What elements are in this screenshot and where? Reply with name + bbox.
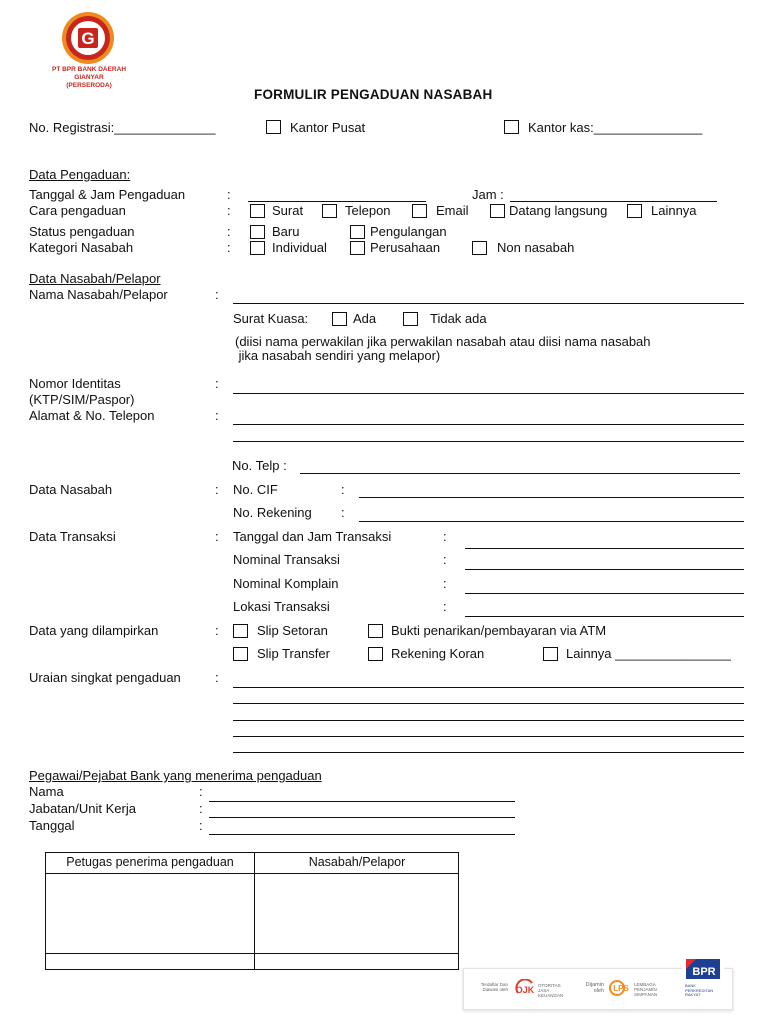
lampiran-lainnya-field[interactable]: Lainnya ________________ [566, 646, 731, 661]
cara-option-label: Datang langsung [509, 203, 608, 218]
note-line-2: jika nasabah sendiri yang melapor) [235, 348, 441, 363]
lampiran-option-label: Slip Setoran [257, 623, 328, 638]
colon: : [215, 376, 219, 391]
table-divider [46, 953, 458, 954]
colon: : [215, 670, 219, 685]
no-telp-label: No. Telp : [232, 458, 287, 473]
alamat-label: Alamat & No. Telepon [29, 408, 155, 423]
uraian-input-line-5[interactable] [233, 752, 744, 753]
nasabah-name-cell[interactable] [256, 955, 458, 969]
pegawai-field-label: Tanggal [29, 818, 75, 833]
cara-email-checkbox[interactable] [412, 204, 427, 218]
pegawai-jabatan-input[interactable] [209, 817, 515, 818]
pegawai-field-label: Jabatan/Unit Kerja [29, 801, 136, 816]
kategori-perusahaan-checkbox[interactable] [350, 241, 365, 255]
alamat-input-line-1[interactable] [233, 424, 744, 425]
no-cif-input[interactable] [359, 497, 744, 498]
pegawai-tanggal-input[interactable] [209, 834, 515, 835]
cara-surat-checkbox[interactable] [250, 204, 265, 218]
colon: : [443, 576, 447, 591]
status-baru-checkbox[interactable] [250, 225, 265, 239]
slip-setoran-checkbox[interactable] [233, 624, 248, 638]
lokasi-transaksi-input[interactable] [465, 616, 744, 617]
transaksi-field-label: Nominal Komplain [233, 576, 339, 591]
svg-text:BPR: BPR [692, 966, 716, 978]
no-registrasi-field[interactable]: No. Registrasi:______________ [29, 120, 216, 135]
cara-telepon-checkbox[interactable] [322, 204, 337, 218]
no-telp-input[interactable] [300, 473, 740, 474]
status-pengulangan-checkbox[interactable] [350, 225, 365, 239]
company-name-line2: (PERSERODA) [66, 82, 112, 89]
transaksi-field-label: Tanggal dan Jam Transaksi [233, 529, 392, 544]
table-divider [254, 853, 255, 969]
colon: : [215, 529, 219, 544]
no-rekening-input[interactable] [359, 521, 744, 522]
nominal-transaksi-input[interactable] [465, 569, 744, 570]
slip-transfer-checkbox[interactable] [233, 647, 248, 661]
uraian-label: Uraian singkat pengaduan [29, 670, 181, 685]
petugas-name-cell[interactable] [48, 955, 252, 969]
petugas-signature-area[interactable] [48, 875, 252, 951]
kantor-kas-field[interactable]: Kantor kas:_______________ [528, 120, 703, 135]
ojk-pretext: Terdaftar Dan Diawasi oleh [480, 982, 508, 992]
colon: : [199, 818, 203, 833]
pegawai-heading: Pegawai/Pejabat Bank yang menerima pengaduan [29, 768, 322, 783]
nasabah-signature-area[interactable] [256, 875, 458, 951]
colon: : [227, 224, 231, 239]
uraian-input-line-1[interactable] [233, 687, 744, 688]
colon: : [215, 408, 219, 423]
colon: : [443, 599, 447, 614]
transaksi-field-label: Nominal Transaksi [233, 552, 340, 567]
uraian-input-line-4[interactable] [233, 736, 744, 737]
kantor-pusat-label: Kantor Pusat [290, 120, 366, 135]
kategori-non-nasabah-checkbox[interactable] [472, 241, 487, 255]
surat-kuasa-label: Surat Kuasa: [233, 311, 309, 326]
cara-option-label: Surat [272, 203, 304, 218]
colon: : [341, 482, 345, 497]
cara-pengaduan-label: Cara pengaduan [29, 203, 126, 218]
kategori-option-label: Individual [272, 240, 327, 255]
data-nasabah-pelapor-heading: Data Nasabah/Pelapor [29, 271, 161, 286]
lampiran-option-label: Slip Transfer [257, 646, 330, 661]
signature-col-nasabah: Nasabah/Pelapor [308, 855, 406, 869]
cara-lainnya-checkbox[interactable] [627, 204, 642, 218]
no-cif-label: No. CIF [233, 482, 278, 497]
company-name [38, 66, 140, 90]
ojk-logo-icon [514, 979, 536, 997]
uraian-input-line-2[interactable] [233, 703, 744, 704]
colon: : [215, 623, 219, 638]
bukti-atm-checkbox[interactable] [368, 624, 383, 638]
lampiran-option-label: Bukti penarikan/pembayaran via ATM [391, 623, 607, 638]
bpr-logo-icon [682, 957, 724, 1009]
kantor-kas-checkbox[interactable] [504, 120, 519, 134]
surat-kuasa-option-label: Ada [353, 311, 377, 326]
svg-text:OJK: OJK [515, 985, 535, 995]
alamat-input-line-2[interactable] [233, 441, 744, 442]
status-option-label: Pengulangan [370, 224, 447, 239]
nomor-identitas-input[interactable] [233, 393, 744, 394]
kategori-option-label: Perusahaan [370, 240, 441, 255]
nomor-identitas-label: Nomor Identitas [29, 376, 121, 391]
kategori-nasabah-label: Kategori Nasabah [29, 240, 134, 255]
tanggal-pengaduan-input[interactable] [248, 201, 426, 202]
cara-option-label: Lainnya [651, 203, 697, 218]
colon: : [227, 240, 231, 255]
colon: : [227, 203, 231, 218]
data-pengaduan-heading: Data Pengaduan: [29, 167, 131, 182]
form-title: FORMULIR PENGADUAN NASABAH [254, 87, 493, 102]
cara-option-label: Email [436, 203, 469, 218]
colon: : [199, 784, 203, 799]
uraian-input-line-3[interactable] [233, 720, 744, 721]
lps-logo-icon [608, 979, 632, 997]
kategori-option-label: Non nasabah [497, 240, 575, 255]
transaksi-field-label: Lokasi Transaksi [233, 599, 330, 614]
data-transaksi-label: Data Transaksi [29, 529, 116, 544]
colon: : [443, 552, 447, 567]
jam-input[interactable] [510, 201, 717, 202]
rekening-koran-checkbox[interactable] [368, 647, 383, 661]
lampiran-lainnya-checkbox[interactable] [543, 647, 558, 661]
colon: : [199, 801, 203, 816]
svg-text:LPS: LPS [613, 984, 629, 993]
data-nasabah-label: Data Nasabah [29, 482, 113, 497]
nama-nasabah-label: Nama Nasabah/Pelapor [29, 287, 168, 302]
nomor-identitas-sublabel: (KTP/SIM/Paspor) [29, 392, 135, 407]
signature-col-petugas: Petugas penerima pengaduan [66, 855, 234, 869]
status-pengaduan-label: Status pengaduan [29, 224, 135, 239]
nominal-komplain-input[interactable] [465, 593, 744, 594]
table-divider [46, 873, 458, 874]
lampiran-option-label: Rekening Koran [391, 646, 485, 661]
colon: : [215, 482, 219, 497]
ojk-text: OTORITAS JASA KEUANGAN [538, 983, 564, 998]
lampiran-label: Data yang dilampirkan [29, 623, 159, 638]
pegawai-nama-input[interactable] [209, 801, 515, 802]
footer-logos [463, 968, 733, 1010]
cara-option-label: Telepon [345, 203, 391, 218]
colon: : [215, 287, 219, 302]
nama-nasabah-input[interactable] [233, 303, 744, 304]
surat-kuasa-ada-checkbox[interactable] [332, 312, 347, 326]
colon: : [227, 187, 231, 202]
surat-kuasa-tidak-ada-checkbox[interactable] [403, 312, 418, 326]
tanggal-jam-transaksi-input[interactable] [465, 548, 744, 549]
no-rekening-label: No. Rekening [233, 505, 312, 520]
bpr-text: BANK PERKREDITAN RAKYAT [685, 983, 714, 997]
status-option-label: Baru [272, 224, 300, 239]
surat-kuasa-option-label: Tidak ada [430, 311, 487, 326]
lps-pretext: Dijamin oleh [585, 982, 604, 994]
kategori-individual-checkbox[interactable] [250, 241, 265, 255]
bank-logo [60, 10, 116, 66]
note-line-1: (diisi nama perwakilan jika perwakilan nasabah atau diisi nama nasabah [235, 334, 651, 349]
pegawai-field-label: Nama [29, 784, 64, 799]
company-name-line1: PT BPR BANK DAERAH GIANYAR [51, 66, 127, 81]
tanggal-pengaduan-label: Tanggal & Jam Pengaduan [29, 187, 186, 202]
kantor-pusat-checkbox[interactable] [266, 120, 281, 134]
signature-table [45, 852, 459, 970]
jam-label: Jam : [472, 187, 504, 202]
svg-text:G: G [81, 29, 95, 48]
colon: : [341, 505, 345, 520]
colon: : [443, 529, 447, 544]
lps-text: LEMBAGA PENJAMIN SIMPANAN [634, 982, 658, 997]
cara-datang-langsung-checkbox[interactable] [490, 204, 505, 218]
